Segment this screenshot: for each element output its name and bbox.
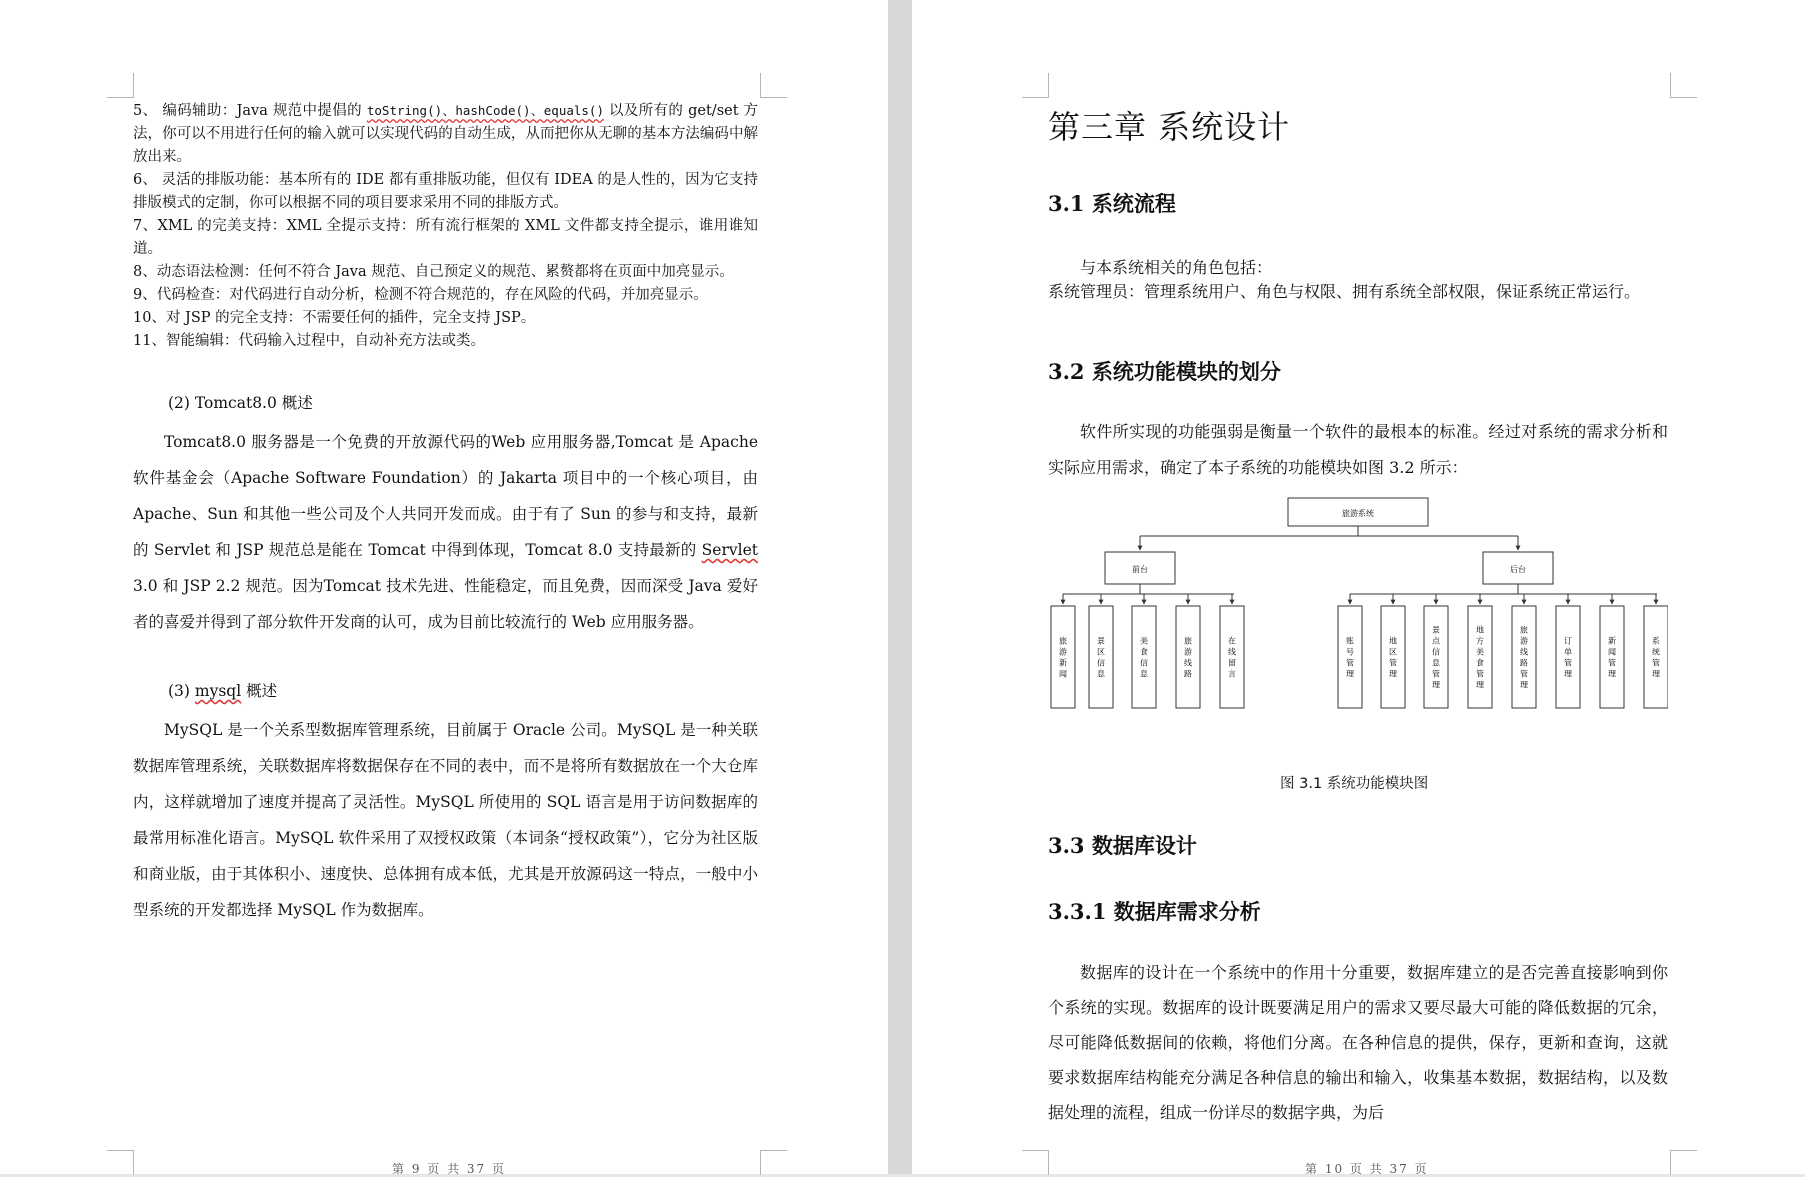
diagram-leaf-char: 点 xyxy=(1432,636,1440,646)
mysql-paragraph xyxy=(133,712,758,928)
diagram-leaf-group xyxy=(1051,594,1668,708)
diagram-leaf-char: 理 xyxy=(1346,669,1354,679)
section-3-2-body xyxy=(1048,414,1668,486)
crop-mark xyxy=(760,1150,787,1175)
diagram-leaf-box xyxy=(1644,606,1668,708)
list-item: 10、对 JSP 的完全支持：不需要任何的插件，完全支持 JSP。 xyxy=(133,310,536,326)
diagram-leaf-char: 统 xyxy=(1652,647,1660,657)
diagram-leaf-char: 管 xyxy=(1432,669,1440,679)
front-leaf xyxy=(1089,594,1113,708)
diagram-leaf-char: 美 xyxy=(1140,636,1148,646)
paragraph-text: 软件所实现的功能强弱是衡量一个软件的最根本的标准。经过对系统的需求分析和实际应用需求，确定了本子系统的功能模块如图 3.2 所示： xyxy=(1048,422,1668,477)
diagram-leaf-char: 线 xyxy=(1228,647,1236,657)
list-item: 6、 灵活的排版功能：基本所有的 IDE 都有重排版功能，但仅有 IDEA 的是人性的，因为它支持排版模式的定制，你可以根据不同的项目要求采用不同的排版方式。 xyxy=(133,172,758,211)
crop-mark xyxy=(1022,1150,1049,1175)
paragraph-text: Tomcat8.0 服务器是一个免费的开放源代码的Web 应用服务器,Tomcat 是 Apache 软件基金会（Apache Software Foundation）的 Jakarta 项目中的一个核心项目，由 Apache、Sun 和其他一些公司及个人共同开发而成。由于有了 Sun 的参与和支持，最新的 Servlet 和 JSP 规范总是能在 Tomcat 中得到体现，Tomcat 8.0 支持最新的 xyxy=(133,433,758,559)
diagram-leaf-char: 管 xyxy=(1608,658,1616,668)
heading-text: 概述 xyxy=(241,682,278,700)
page-gap xyxy=(888,0,912,1174)
crop-mark xyxy=(1022,73,1049,98)
section-3-1-body xyxy=(1048,256,1668,304)
diagram-leaf-char: 理 xyxy=(1476,680,1484,690)
diagram-front-node xyxy=(1105,552,1175,584)
diagram-leaf-char: 信 xyxy=(1140,658,1148,668)
diagram-leaf-char: 管 xyxy=(1564,658,1572,668)
diagram-leaf-char: 游 xyxy=(1520,636,1528,646)
diagram-leaf-char: 管 xyxy=(1520,669,1528,679)
front-leaf xyxy=(1132,594,1156,708)
paragraph-text: 与本系统相关的角色包括： xyxy=(1080,258,1273,277)
list-item: 8、动态语法检测：任何不符合 Java 规范、自己预定义的规范、累赘都将在页面中加亮显示。 xyxy=(133,264,734,280)
back-leaf xyxy=(1381,594,1405,708)
diagram-leaf-char: 食 xyxy=(1140,647,1148,657)
diagram-leaf-char: 管 xyxy=(1346,658,1354,668)
diagram-root xyxy=(1288,498,1428,526)
diagram-leaf-box xyxy=(1176,606,1200,708)
diagram-leaf-char: 地 xyxy=(1476,625,1484,635)
diagram-leaf-char: 管 xyxy=(1389,658,1397,668)
diagram-leaf-char: 管 xyxy=(1476,669,1484,679)
back-leaf xyxy=(1424,594,1448,708)
code-snippet: toString()、hashCode()、equals() xyxy=(366,103,604,118)
diagram-leaf-box xyxy=(1468,606,1492,708)
diagram-front-label: 前台 xyxy=(1132,565,1148,574)
diagram-leaf-char: 息 xyxy=(1432,658,1440,668)
back-leaf xyxy=(1644,594,1668,708)
diagram-leaf-char: 景 xyxy=(1097,636,1105,646)
diagram-leaf-box xyxy=(1424,606,1448,708)
diagram-back-node xyxy=(1483,552,1553,584)
diagram-back-label: 后台 xyxy=(1510,565,1526,574)
diagram-leaf-char: 理 xyxy=(1432,680,1440,690)
diagram-leaf-box xyxy=(1381,606,1405,708)
diagram-leaf-char: 留 xyxy=(1228,658,1236,668)
diagram-leaf-char: 区 xyxy=(1097,647,1105,657)
diagram-leaf-char: 理 xyxy=(1608,669,1616,679)
diagram-leaf-char: 闻 xyxy=(1059,669,1067,679)
diagram-leaf-char: 理 xyxy=(1564,669,1572,679)
diagram-leaf-char: 理 xyxy=(1520,680,1528,690)
paragraph-text: 数据库的设计在一个系统中的作用十分重要，数据库建立的是否完善直接影响到你个系统的实现。数据库的设计既要满足用户的需求又要尽最大可能的降低数据的冗余，尽可能降低数据间的依赖，将他们分离。在各种信息的提供，保存，更新和查询，这就要求数据库结构能充分满足各种信息的输出和输入，收集基本数据，数据结构，以及数据处理的流程，组成一份详尽的数据字典，为后 xyxy=(1048,963,1668,1122)
diagram-leaf-char: 游 xyxy=(1184,647,1192,657)
crop-mark xyxy=(107,1150,134,1175)
figure-caption: 图 3.1 系统功能模块图 xyxy=(1280,776,1429,792)
page-footer: 第 10 页 共 37 页 xyxy=(1305,1162,1429,1176)
diagram-leaf-char: 在 xyxy=(1228,636,1236,646)
diagram-leaf-char: 方 xyxy=(1476,636,1484,646)
section-heading: 3.2 系统功能模块的划分 xyxy=(1048,359,1281,384)
diagram-leaf-char: 美 xyxy=(1476,647,1484,657)
back-leaf xyxy=(1600,594,1624,708)
diagram-leaf-char: 线 xyxy=(1184,658,1192,668)
diagram-leaf-char: 理 xyxy=(1389,669,1397,679)
chapter-title: 第三章 系统设计 xyxy=(1048,108,1291,146)
diagram-leaf-char: 地 xyxy=(1389,636,1397,646)
function-module-diagram xyxy=(1048,494,1668,716)
diagram-leaf-box xyxy=(1089,606,1113,708)
diagram-leaf-char: 区 xyxy=(1389,647,1397,657)
spellcheck-word: Servlet xyxy=(701,541,758,559)
diagram-leaf-char: 系 xyxy=(1652,636,1660,646)
diagram-leaf-char: 旅 xyxy=(1520,625,1528,635)
diagram-leaf-char: 路 xyxy=(1520,658,1528,668)
diagram-leaf-char: 旅 xyxy=(1059,636,1067,646)
diagram-leaf-box xyxy=(1556,606,1580,708)
list-item xyxy=(133,99,758,169)
list-item-text: 以及所有的 get/set 方法，你可以不用进行任何的输入就可以实现代码的自动生成，从而把你从无聊的基本方法编码中解放出来。 xyxy=(133,103,758,165)
list-item-text: 5、 编码辅助：Java 规范中提倡的 xyxy=(133,103,367,119)
diagram-leaf-char: 景 xyxy=(1432,625,1440,635)
list-item: 7、XML 的完美支持：XML 全提示支持：所有流行框架的 XML 文件都支持全提示，谁用谁知道。 xyxy=(133,218,758,257)
list-item: 11、智能编辑：代码输入过程中，自动补充方法或类。 xyxy=(133,333,485,349)
diagram-leaf-box xyxy=(1051,606,1075,708)
front-leaf xyxy=(1051,594,1075,708)
diagram-leaf-box xyxy=(1132,606,1156,708)
spellcheck-word: mysql xyxy=(194,682,242,700)
crop-mark xyxy=(760,73,787,98)
section-3-3-1-body xyxy=(1048,955,1668,1130)
diagram-leaf-char: 旅 xyxy=(1184,636,1192,646)
diagram-leaf-char: 管 xyxy=(1652,658,1660,668)
diagram-leaf-char: 号 xyxy=(1346,647,1354,657)
diagram-leaf-char: 游 xyxy=(1059,647,1067,657)
diagram-leaf-char: 息 xyxy=(1140,669,1148,679)
feature-list xyxy=(133,99,758,353)
diagram-leaf-char: 言 xyxy=(1228,669,1236,679)
diagram-leaf-char: 新 xyxy=(1608,636,1616,646)
mysql-heading xyxy=(168,679,277,701)
front-leaf xyxy=(1176,594,1200,708)
back-leaf xyxy=(1468,594,1492,708)
page-footer: 第 9 页 共 37 页 xyxy=(392,1162,506,1176)
section-heading: 3.3 数据库设计 xyxy=(1048,833,1197,858)
diagram-leaf-char: 线 xyxy=(1520,647,1528,657)
diagram-leaf-char: 信 xyxy=(1432,647,1440,657)
tomcat-heading: (2) Tomcat8.0 概述 xyxy=(168,394,313,412)
diagram-leaf-char: 闻 xyxy=(1608,647,1616,657)
paragraph-text: MySQL 是一个关系型数据库管理系统，目前属于 Oracle 公司。MySQL 是一种关联数据库管理系统，关联数据库将数据保存在不同的表中，而不是将所有数据放在一个大仓库内，这样就增加了速度并提高了灵活性。MySQL 所使用的 SQL 语言是用于访问数据库的最常用标准化语言。MySQL 软件采用了双授权政策（本词条“授权政策”），它分为社区版和商业版，由于其体积小、速度快、总体拥有成本低，尤其是开放源码这一特点，一般中小型系统的开发都选择 MySQL 作为数据库。 xyxy=(133,721,758,919)
section-heading: 3.1 系统流程 xyxy=(1048,191,1176,216)
crop-mark xyxy=(1670,73,1697,98)
diagram-leaf-char: 单 xyxy=(1564,647,1572,657)
diagram-leaf-box xyxy=(1512,606,1536,708)
diagram-leaf-box xyxy=(1220,606,1244,708)
front-leaf xyxy=(1220,594,1244,708)
back-leaf xyxy=(1556,594,1580,708)
diagram-root-label: 旅游系统 xyxy=(1342,509,1374,518)
diagram-leaf-char: 息 xyxy=(1097,669,1105,679)
paragraph-text: 3.0 和 JSP 2.2 规范。因为Tomcat 技术先进、性能稳定，而且免费，因而深受 Java 爱好者的喜爱并得到了部分软件开发商的认可，成为目前比较流行的 Web 应用服务器。 xyxy=(133,577,758,631)
back-leaf xyxy=(1338,594,1362,708)
crop-mark xyxy=(1670,1150,1697,1175)
diagram-leaf-char: 信 xyxy=(1097,658,1105,668)
diagram-leaf-char: 路 xyxy=(1184,669,1192,679)
diagram-leaf-char: 理 xyxy=(1652,669,1660,679)
diagram-leaf-char: 账 xyxy=(1346,636,1354,646)
diagram-leaf-char: 订 xyxy=(1564,636,1572,646)
crop-mark xyxy=(107,73,134,98)
paragraph-text: 系统管理员：管理系统用户、角色与权限、拥有系统全部权限，保证系统正常运行。 xyxy=(1048,282,1641,301)
diagram-leaf-char: 新 xyxy=(1059,658,1067,668)
subsection-heading: 3.3.1 数据库需求分析 xyxy=(1048,899,1261,924)
diagram-leaf-box xyxy=(1338,606,1362,708)
heading-number: (3) xyxy=(168,682,195,700)
list-item: 9、代码检查：对代码进行自动分析，检测不符合规范的，存在风险的代码，并加亮显示。 xyxy=(133,287,708,303)
back-leaf xyxy=(1512,594,1536,708)
diagram-leaf-box xyxy=(1600,606,1624,708)
tomcat-paragraph xyxy=(133,424,758,640)
diagram-leaf-char: 食 xyxy=(1476,658,1484,668)
